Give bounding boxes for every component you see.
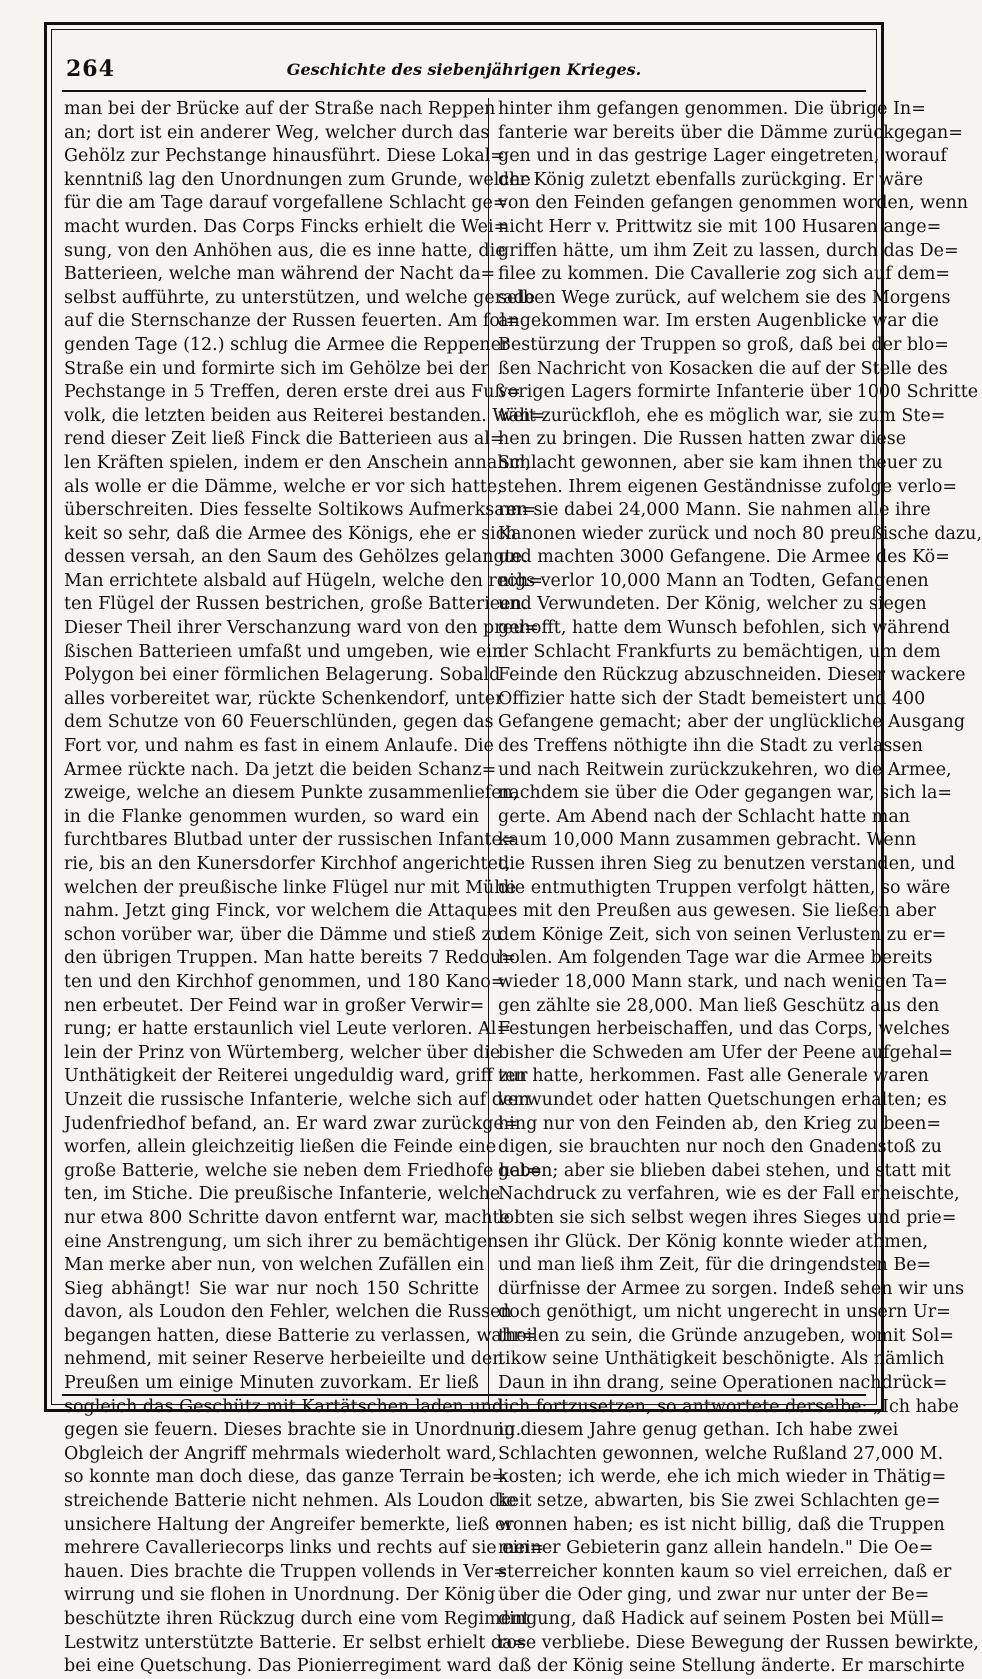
text-line: len Kräften spielen, indem er den Anschein annahm, xyxy=(64,452,531,473)
text-line: ßischen Batterieen umfaßt und umgeben, wie ein xyxy=(64,641,504,662)
text-line: lein der Prinz von Würtemberg, welcher über die xyxy=(64,1042,501,1063)
text-line: filee zu kommen. Die Cavallerie zog sich auf dem= xyxy=(498,264,951,285)
text-line: Nachdruck zu verfahren, wie es der Fall erheischte, xyxy=(498,1184,960,1205)
page-frame xyxy=(44,22,982,1677)
text-line: Bestürzung der Truppen so groß, daß bei der blo= xyxy=(498,334,949,355)
text-line: des Treffens nöthigte ihn die Stadt zu verlassen xyxy=(498,736,923,757)
text-line: Feinde den Rückzug abzuschneiden. Dieser wackere xyxy=(498,665,966,686)
page-number: 264 xyxy=(66,56,115,82)
text-line: dessen versah, an den Saum des Gehölzes gelangte. xyxy=(64,547,528,568)
text-line: ßen Nachricht von Kosacken die auf der Stelle des xyxy=(498,358,948,379)
text-line: es mit den Preußen aus gewesen. Sie ließen aber xyxy=(498,901,936,922)
text-line: Obgleich der Angriff mehrmals wiederholt ward, xyxy=(64,1443,497,1464)
text-line: mehrere Cavalleriecorps links und rechts auf sie ein= xyxy=(64,1538,545,1559)
text-line: kosten; ich werde, ehe ich mich wieder in Thätig= xyxy=(498,1467,947,1488)
text-line: rung; er hatte erstaunlich viel Leute verloren. Al= xyxy=(64,1019,512,1040)
text-line: ten Flügel der Russen bestrichen, große Batterieen. xyxy=(64,594,528,615)
text-line: ten und den Kirchhof genommen, und 180 Kano= xyxy=(64,971,506,992)
text-line: welchen der preußische linke Flügel nur mit Mühe xyxy=(64,877,516,898)
text-line: für die am Tage darauf vorgefallene Schlacht ge= xyxy=(64,193,508,214)
text-line: der König zuletzt ebenfalls zurückging. Er wäre xyxy=(498,169,924,190)
text-line: Dieser Theil ihrer Verschanzung ward von den preu= xyxy=(64,618,539,639)
text-line: nachdem sie über die Oder gegangen war, sich la= xyxy=(498,783,953,804)
text-line: Fort vor, und nahm es fast in einem Anlaufe. Die xyxy=(64,736,494,757)
text-line: hinter ihm gefangen genommen. Die übrige In= xyxy=(498,99,926,119)
text-line: holen. Am folgenden Tage war die Armee bereits xyxy=(498,948,933,969)
text-line: Daun in ihn drang, seine Operationen nachdrück= xyxy=(498,1373,948,1394)
text-line: rend dieser Zeit ließ Finck die Batterieen aus al= xyxy=(64,429,505,450)
text-line: hing nur von den Feinden ab, den Krieg zu been= xyxy=(498,1113,942,1134)
text-line: angekommen war. Im ersten Augenblicke war die xyxy=(498,311,939,332)
text-line: rose verbliebe. Diese Bewegung der Russen bewirkte, xyxy=(498,1632,979,1653)
text-line: wonnen haben; es ist nicht billig, daß die Truppen xyxy=(498,1514,945,1535)
text-line: als wolle er die Dämme, welche er vor sich hatte, xyxy=(64,476,503,497)
text-line: verwundet oder hatten Quetschungen erhalten; es xyxy=(498,1089,947,1110)
text-line: wieder 18,000 Mann stark, und nach wenigen Ta= xyxy=(498,971,948,992)
text-line: hauen. Dies brachte die Truppen vollends in Ver= xyxy=(64,1561,508,1582)
text-line: die entmuthigten Truppen verfolgt hätten, so wäre xyxy=(498,877,951,898)
text-line: Man errichtete alsbald auf Hügeln, welche den rech= xyxy=(64,570,543,591)
text-line: Man merke aber nun, von welchen Zufällen ein xyxy=(64,1255,485,1276)
text-line: sterreicher konnten kaum so viel erreichen, daß er xyxy=(498,1561,952,1582)
text-line: eine Anstrengung, um sich ihrer zu bemächtigen. xyxy=(64,1231,505,1252)
text-line: stehen. Ihrem eigenen Geständnisse zufolge verlo= xyxy=(498,476,958,497)
running-title: Geschichte des siebenjährigen Krieges. xyxy=(286,60,642,79)
text-line: Lestwitz unterstützte Batterie. Er selbst erhielt da= xyxy=(64,1632,528,1653)
text-line: die Russen ihren Sieg zu benutzen verstanden, und xyxy=(498,854,956,874)
text-line: Straße ein und formirte sich im Gehölze bei der xyxy=(64,358,489,379)
text-line: gen zählte sie 28,000. Man ließ Geschütz aus den xyxy=(498,995,940,1016)
text-line: bisher die Schweden am Ufer der Peene aufgehal= xyxy=(498,1042,954,1063)
text-line: Offizier hatte sich der Stadt bemeistert und 400 xyxy=(498,688,926,709)
text-line: volk, die letzten beiden aus Reiterei bestanden. Wäh= xyxy=(64,405,546,426)
text-line: nen erbeutet. Der Feind war in großer Verwir= xyxy=(64,995,485,1016)
text-line: Preußen um einige Minuten zuvorkam. Er ließ xyxy=(64,1373,479,1394)
text-line: dingung, daß Hadick auf seinem Posten bei Müll= xyxy=(498,1609,945,1629)
text-line: dem Schutze von 60 Feuerschlünden, gegen das xyxy=(64,712,494,733)
text-line: dem Könige Zeit, sich von seinen Verlusten zu er= xyxy=(498,924,947,945)
text-line: Festungen herbeischaffen, und das Corps, welches xyxy=(498,1019,950,1040)
text-line: ten, im Stiche. Die preußische Infanterie, welche xyxy=(64,1184,501,1205)
text-line: kenntniß lag den Unordnungen zum Grunde, welche xyxy=(64,169,531,190)
text-line: worfen, allein gleichzeitig ließen die Feinde eine xyxy=(64,1137,497,1158)
text-line: bei eine Quetschung. Das Pionierregiment ward xyxy=(64,1656,492,1677)
page-frame-inner xyxy=(51,29,982,1677)
text-line: genden Tage (12.) schlug die Armee die Reppener xyxy=(64,334,510,355)
text-line: Batterieen, welche man während der Nacht da= xyxy=(64,264,496,285)
text-line: sen ihr Glück. Der König konnte wieder athmen, xyxy=(498,1231,929,1252)
text-line: sogleich das Geschütz mit Kartätschen laden und xyxy=(64,1396,504,1417)
text-line: selbst aufführte, zu unterstützen, und welche gerade xyxy=(64,287,536,308)
text-line: wirrung und sie flohen in Unordnung. Der König xyxy=(64,1585,496,1606)
text-line: Kanonen wieder zurück und noch 80 preußische dazu, xyxy=(498,523,982,544)
column-divider xyxy=(488,98,489,1404)
text-line: davon, als Loudon den Fehler, welchen die Russen xyxy=(64,1302,512,1323)
text-line: in diesem Jahre genug gethan. Ich habe zwei xyxy=(498,1420,899,1441)
text-line: tikow seine Unthätigkeit beschönigte. Als nämlich xyxy=(498,1349,945,1370)
text-line: an; dort ist ein anderer Weg, welcher durch das xyxy=(64,122,490,143)
text-line: nahm. Jetzt ging Finck, vor welchem die Attaque xyxy=(64,901,498,922)
text-line: und machten 3000 Gefangene. Die Armee des Kö= xyxy=(498,547,950,568)
text-line: ren sie dabei 24,000 Mann. Sie nahmen alle ihre xyxy=(498,500,931,521)
text-column-left xyxy=(64,98,546,1677)
text-line: Sieg abhängt! Sie war nur noch 150 Schritte xyxy=(64,1278,479,1299)
text-line: Unthätigkeit der Reiterei ungeduldig ward, griff zur xyxy=(64,1066,528,1087)
page-header xyxy=(66,56,862,80)
text-line: unsichere Haltung der Angreifer bemerkte, ließ er xyxy=(64,1514,514,1535)
text-line: Schlacht gewonnen, aber sie kam ihnen theuer zu xyxy=(498,452,943,473)
text-line: gehofft, hatte dem Wunsch befohlen, sich während xyxy=(498,618,951,639)
text-line: große Batterie, welche sie neben dem Friedhofe hat= xyxy=(64,1160,543,1181)
text-line: nicht Herr v. Prittwitz sie mit 100 Husaren ange= xyxy=(498,216,942,237)
text-line: und man ließ ihm Zeit, für die dringendsten Be= xyxy=(498,1255,932,1276)
text-line: sung, von den Anhöhen aus, die es inne hatte, die xyxy=(64,240,506,261)
text-line: von den Feinden gefangen genommen worden, wenn xyxy=(498,193,969,214)
text-line: weit zurückfloh, ehe es möglich war, sie zum Ste= xyxy=(498,405,946,426)
text-line: nigs verlor 10,000 Mann an Todten, Gefangenen xyxy=(498,570,929,591)
text-line: Gefangene gemacht; aber der unglückliche Ausgang xyxy=(498,712,966,733)
text-line: der Schlacht Frankfurts zu bemächtigen, um dem xyxy=(498,641,941,662)
text-line: Polygon bei einer förmlichen Belagerung. Sobald xyxy=(64,665,501,686)
text-line: man bei der Brücke auf der Straße nach Reppen xyxy=(64,99,496,119)
text-line: gerte. Am Abend nach der Schlacht hatte man xyxy=(498,806,911,827)
text-line: den übrigen Truppen. Man hatte bereits 7 Redou= xyxy=(64,948,516,969)
text-line: keit setze, abwarten, bis Sie zwei Schlachten ge= xyxy=(498,1491,941,1512)
text-line: hen zu bringen. Die Russen hatten zwar diese xyxy=(498,429,907,450)
text-line: ten hatte, herkommen. Fast alle Generale waren xyxy=(498,1066,929,1087)
bottom-rule xyxy=(62,1394,866,1396)
text-line: gegen sie feuern. Dieses brachte sie in Unordnung. xyxy=(64,1420,522,1441)
text-line: doch genöthigt, um nicht ungerecht in unsern Ur= xyxy=(498,1302,951,1323)
text-line: überschreiten. Dies fesselte Soltikows Aufmerksam= xyxy=(64,500,536,521)
header-rule xyxy=(62,90,866,92)
text-line: daß der König seine Stellung änderte. Er marschirte xyxy=(498,1656,965,1677)
text-column-right xyxy=(498,98,982,1677)
text-line: fanterie war bereits über die Dämme zurückgegan= xyxy=(498,122,963,143)
text-line: schon vorüber war, über die Dämme und stieß zu xyxy=(64,924,503,945)
text-line: streichende Batterie nicht nehmen. Als Loudon die xyxy=(64,1491,517,1512)
text-line: rie, bis an den Kunersdorfer Kirchhof angerichtet, xyxy=(64,854,511,874)
text-line: theilen zu sein, die Gründe anzugeben, womit Sol= xyxy=(498,1325,954,1346)
text-line: Pechstange in 5 Treffen, deren erste drei aus Fuß= xyxy=(64,382,521,403)
text-line: zweige, welche an diesem Punkte zusammenliefen, xyxy=(64,783,519,804)
text-line: Unzeit die russische Infanterie, welche sich auf dem xyxy=(64,1089,530,1110)
text-line: macht wurden. Das Corps Fincks erhielt die Wei= xyxy=(64,216,509,237)
text-line: nehmend, mit seiner Reserve herbeieilte und den xyxy=(64,1349,504,1370)
text-line: über die Oder ging, und zwar nur unter der Be= xyxy=(498,1585,930,1606)
text-line: keit so sehr, daß die Armee des Königs, ehe er sich xyxy=(64,523,517,544)
text-line: so konnte man doch diese, das ganze Terrain be= xyxy=(64,1467,507,1488)
text-line: nur etwa 800 Schritte davon entfernt war, machte xyxy=(64,1207,510,1228)
text-line: vorigen Lagers formirte Infanterie über 1000 Schritte xyxy=(498,382,979,403)
text-line: und nach Reitwein zurückzukehren, wo die Armee, xyxy=(498,759,952,780)
text-line: Armee rückte nach. Da jetzt die beiden Schanz= xyxy=(64,759,497,780)
text-line: beschützte ihren Rückzug durch eine vom Regiment xyxy=(64,1609,530,1629)
text-line: selben Wege zurück, auf welchem sie des Morgens xyxy=(498,287,951,308)
text-line: gen und in das gestrige Lager eingetreten, worauf xyxy=(498,146,947,167)
text-line: alles vorbereitet war, rückte Schenkendorf, unter xyxy=(64,688,504,709)
text-line: auf die Sternschanze der Russen feuerten. Am fol= xyxy=(64,311,521,332)
text-line: Gehölz zur Pechstange hinausführt. Diese Lokal= xyxy=(64,146,505,167)
text-line: kaum 10,000 Mann zusammen gebracht. Wenn xyxy=(498,830,917,851)
text-line: in die Flanke genommen wurden, so ward ein xyxy=(64,806,479,827)
text-line: und Verwundeten. Der König, welcher zu siegen xyxy=(498,594,927,615)
text-line: begangen hatten, diese Batterie zu verlassen, wahr= xyxy=(64,1325,537,1346)
text-line: Judenfriedhof befand, an. Er ward zwar zurückge= xyxy=(64,1113,519,1134)
text-line: furchtbares Blutbad unter der russischen Infante= xyxy=(64,830,517,851)
text-line: geben; aber sie blieben dabei stehen, und statt mit xyxy=(498,1160,951,1181)
text-line: dürfnisse der Armee zu sorgen. Indeß sehen wir uns xyxy=(498,1278,965,1299)
text-line: meiner Gebieterin ganz allein handeln." Die Oe= xyxy=(498,1538,934,1559)
text-line: Schlachten gewonnen, welche Rußland 27,000 M. xyxy=(498,1443,944,1464)
text-line: lobten sie sich selbst wegen ihres Sieges und prie= xyxy=(498,1207,957,1228)
text-line: griffen hätte, um ihm Zeit zu lassen, durch das De= xyxy=(498,240,959,261)
text-line: lich fortzusetzen, so antwortete derselbe: „Ich habe xyxy=(498,1396,959,1417)
text-line: digen, sie brauchten nur noch den Gnadenstoß zu xyxy=(498,1137,942,1158)
